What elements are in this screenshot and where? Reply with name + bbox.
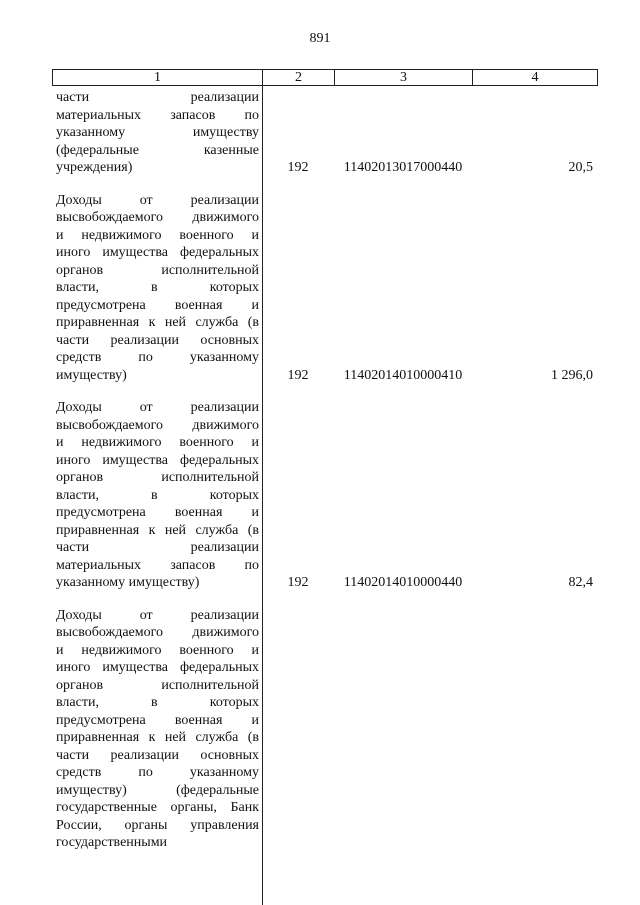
header-cell-1: 1	[53, 70, 263, 85]
row-amount: 82,4	[568, 575, 593, 590]
table-row	[52, 399, 598, 592]
description-line: приравненная к ней служба (в	[56, 522, 259, 538]
description-line: органов исполнительной	[56, 677, 259, 693]
description-line: приравненная к ней служба (в	[56, 315, 259, 330]
description-line: России, органы управления	[56, 817, 259, 833]
description-line: и недвижимого военного и	[56, 227, 259, 243]
header-cell-3: 3	[335, 70, 473, 85]
description-line: Доходы от реализации	[56, 607, 259, 623]
table-body	[52, 89, 598, 852]
row-description	[56, 89, 259, 177]
table-row	[52, 89, 598, 177]
description-line: (федеральные казенные	[56, 142, 259, 158]
description-line: части реализации	[56, 540, 259, 555]
row-kbk-code: 11402014010000410	[343, 367, 463, 383]
description-line: имуществу) (федеральные	[56, 782, 259, 798]
description-line: государственные органы, Банк	[56, 800, 259, 815]
description-line: предусмотрена военная и	[56, 297, 259, 313]
row-code: 192	[287, 367, 309, 383]
description-line: власти, в которых	[56, 280, 259, 295]
description-line: власти, в которых	[56, 695, 259, 710]
description-line: органов исполнительной	[56, 262, 259, 278]
row-amount: 1 296,0	[551, 367, 593, 383]
description-line: средств по указанному	[56, 350, 259, 365]
row-kbk-code: 11402014010000440	[343, 575, 463, 590]
description-line: предусмотрена военная и	[56, 505, 259, 520]
description-line: материальных запасов по	[56, 557, 259, 573]
description-line: высвобождаемого движимого	[56, 417, 259, 433]
description-line: приравненная к ней служба (в	[56, 730, 259, 745]
table-row	[52, 192, 598, 385]
description-line: средств по указанному	[56, 765, 259, 780]
description-line: учреждения)	[56, 160, 133, 175]
table-row	[52, 607, 598, 852]
row-description	[56, 399, 259, 592]
header-cell-2: 2	[263, 70, 335, 85]
table-header	[52, 69, 598, 86]
row-code: 192	[287, 160, 309, 175]
description-line: и недвижимого военного и	[56, 642, 259, 658]
description-line: органов исполнительной	[56, 470, 259, 485]
row-description	[56, 607, 259, 852]
description-line: части реализации	[56, 90, 259, 105]
row-code: 192	[287, 575, 309, 590]
description-line: высвобождаемого движимого	[56, 210, 259, 225]
description-line: предусмотрена военная и	[56, 712, 259, 728]
page-number: 891	[309, 31, 331, 46]
row-description	[56, 192, 259, 385]
description-line: высвобождаемого движимого	[56, 625, 259, 640]
description-line: материальных запасов по	[56, 107, 259, 123]
description-line: иного имущества федеральных	[56, 245, 259, 260]
description-line: части реализации основных	[56, 747, 259, 763]
description-line: имуществу)	[56, 367, 127, 383]
row-amount: 20,5	[568, 160, 593, 175]
description-line: Доходы от реализации	[56, 192, 259, 208]
description-line: государственными	[56, 835, 168, 850]
header-cell-4: 4	[531, 70, 539, 85]
description-line: власти, в которых	[56, 487, 259, 503]
row-kbk-code: 11402013017000440	[343, 160, 463, 175]
description-line: и недвижимого военного и	[56, 435, 259, 450]
description-line: иного имущества федеральных	[56, 452, 259, 468]
description-line: Доходы от реализации	[56, 400, 259, 415]
description-line: части реализации основных	[56, 332, 259, 348]
description-line: указанному имуществу)	[56, 575, 200, 590]
description-line: иного имущества федеральных	[56, 660, 259, 675]
description-line: указанному имуществу	[56, 125, 259, 140]
